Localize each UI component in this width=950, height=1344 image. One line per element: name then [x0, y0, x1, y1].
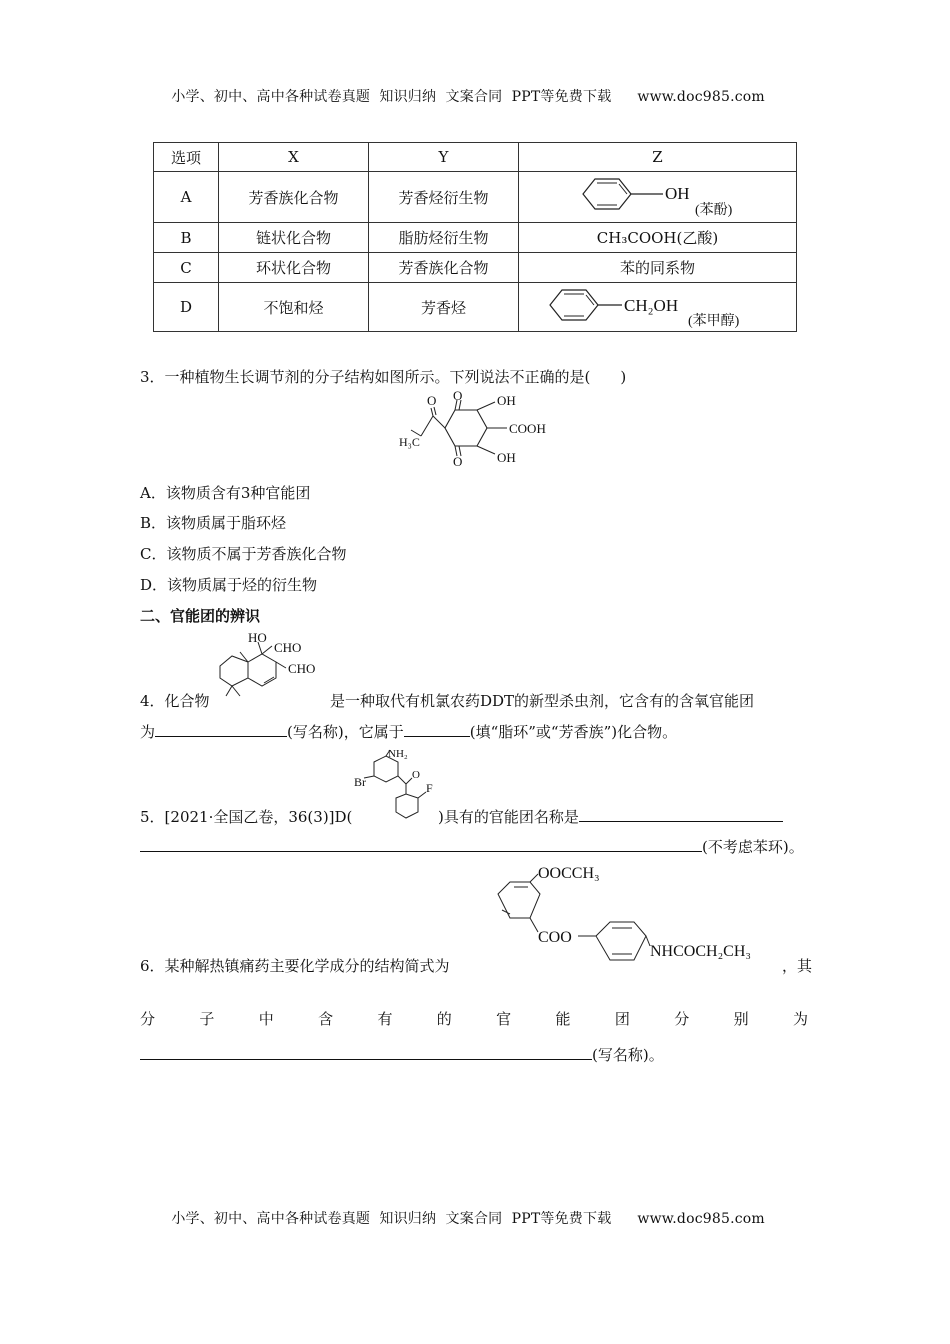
q3-option-d: D．该物质属于烃的衍生物 [140, 576, 318, 594]
table-header-cell: Z [519, 143, 797, 172]
q6-line1-b: ，其 [782, 957, 813, 975]
q3-h3c: H₃C [399, 435, 420, 449]
q4-line1-b: 是一种取代有机氯农药DDT的新型杀虫剂，它含有的含氧官能团 [330, 692, 755, 710]
q6-char: 中 [258, 1010, 274, 1028]
q4-ho: HO [248, 630, 267, 645]
table-cell: C [154, 253, 219, 283]
table-header-cell: X [219, 143, 369, 172]
q6-char: 有 [377, 1010, 393, 1028]
phenol-structure [563, 174, 753, 220]
q4-line1-a: 4．化合物 [140, 692, 210, 710]
q4-answer-blank-1[interactable] [155, 722, 287, 737]
q4-cho-2: CHO [288, 661, 316, 676]
phenol-note: (苯酚) [694, 203, 732, 218]
q3-structure [395, 388, 565, 468]
q6-char: 子 [199, 1010, 215, 1028]
q3-stem: 3．一种植物生长调节剂的分子结构如图所示。下列说法不正确的是( ) [140, 368, 627, 386]
q4-line2 [140, 721, 677, 742]
page-header [162, 70, 765, 106]
q6-char: 含 [318, 1010, 334, 1028]
table-cell: 苯的同系物 [519, 253, 797, 283]
table-cell: 环状化合物 [219, 253, 369, 283]
q4-line2-c: (填“脂环”或“芳香族”)化合物。 [469, 723, 678, 741]
table-cell: 不饱和烃 [219, 283, 369, 332]
q5-answer-blank-1[interactable] [579, 807, 783, 822]
q5-structure [346, 748, 446, 828]
q3-o-top: O [453, 388, 463, 403]
footer-text: 小学、初中、高中各种试卷真题 知识归纳 文案合同 PPT等免费下载 [171, 1211, 612, 1227]
page-footer [162, 1192, 765, 1228]
q3-option-b: B．该物质属于脂环烃 [140, 514, 287, 532]
q4-structure [212, 628, 332, 706]
header-site: www.doc985.com [637, 89, 765, 105]
table-header-row [154, 143, 797, 172]
q5-br: Br [354, 775, 366, 789]
benzyl-note: (苯甲醇) [687, 314, 739, 329]
table-row [154, 223, 797, 253]
q6-line3-text: (写名称)。 [592, 1046, 664, 1064]
header-text: 小学、初中、高中各种试卷真题 知识归纳 文案合同 PPT等免费下载 [171, 89, 612, 105]
q6-line2 [140, 1008, 808, 1029]
table-cell: 链状化合物 [219, 223, 369, 253]
q6-coo: COO [538, 929, 572, 946]
q3-oh-bottom: OH [497, 450, 516, 465]
q3-cooh: COOH [509, 421, 546, 436]
q6-line1-a: 6．某种解热镇痛药主要化学成分的结构简式为 [140, 957, 450, 975]
q6-char: 官 [496, 1010, 512, 1028]
table-cell: D [154, 283, 219, 332]
q6-char: 为 [792, 1010, 808, 1028]
q6-char: 分 [140, 1010, 156, 1028]
table-cell: 芳香族化合物 [369, 253, 519, 283]
table-header-cell: 选项 [154, 143, 219, 172]
footer-site: www.doc985.com [637, 1211, 765, 1227]
table-cell: 脂肪烃衍生物 [369, 223, 519, 253]
q6-nhcoch2ch3: NHCOCH₂CH₃ [650, 943, 751, 960]
q5-nh2: NH₂ [388, 748, 408, 760]
q5-o: O [412, 769, 420, 781]
table-cell [519, 283, 797, 332]
table-cell: B [154, 223, 219, 253]
q6-char: 分 [674, 1010, 690, 1028]
table-row [154, 172, 797, 223]
table-row [154, 253, 797, 283]
q5-line1-a: 5．[2021·全国乙卷，36(3)]D( [140, 808, 353, 826]
q6-char: 团 [614, 1010, 630, 1028]
q4-answer-blank-2[interactable] [404, 722, 470, 737]
table-cell: 芳香烃 [369, 283, 519, 332]
q4-cho-1: CHO [274, 640, 302, 655]
options-table [153, 142, 797, 332]
q3-option-c: C．该物质不属于芳香族化合物 [140, 545, 347, 563]
table-cell: 芳香族化合物 [219, 172, 369, 223]
q3-option-a: A．该物质含有3种官能团 [140, 484, 311, 502]
table-cell: 芳香烃衍生物 [369, 172, 519, 223]
benzyl-alcohol-structure [538, 285, 778, 329]
q5-answer-blank-2[interactable] [140, 837, 702, 852]
q5-line2 [140, 836, 804, 857]
benzyl-ch2oh-label: CH₂OH [623, 296, 678, 315]
q6-char: 别 [733, 1010, 749, 1028]
q6-structure [488, 860, 788, 972]
q5-f: F [426, 781, 433, 795]
q6-ooccch3: OOCCH₃ [538, 865, 600, 882]
q3-o-ketone: O [427, 393, 437, 408]
q5-line2-text: (不考虑苯环)。 [702, 838, 804, 856]
q6-char: 能 [555, 1010, 571, 1028]
table-cell: A [154, 172, 219, 223]
section-title: 二、官能团的辨识 [140, 607, 261, 625]
q3-o-bottom: O [453, 454, 463, 468]
q5-line1 [438, 806, 783, 827]
q5-line1-b: )具有的官能团名称是 [438, 808, 579, 826]
q6-line3 [140, 1044, 664, 1065]
q6-answer-blank[interactable] [140, 1045, 592, 1060]
phenol-oh-label: OH [664, 184, 690, 203]
q3-oh-top: OH [497, 393, 516, 408]
q6-char: 的 [436, 1010, 452, 1028]
q4-line2-a: 为 [140, 723, 156, 741]
table-row [154, 283, 797, 332]
table-header-cell: Y [369, 143, 519, 172]
q4-line2-b: (写名称)，它属于 [287, 723, 404, 741]
table-cell [519, 172, 797, 223]
table-cell: CH₃COOH(乙酸) [519, 223, 797, 253]
